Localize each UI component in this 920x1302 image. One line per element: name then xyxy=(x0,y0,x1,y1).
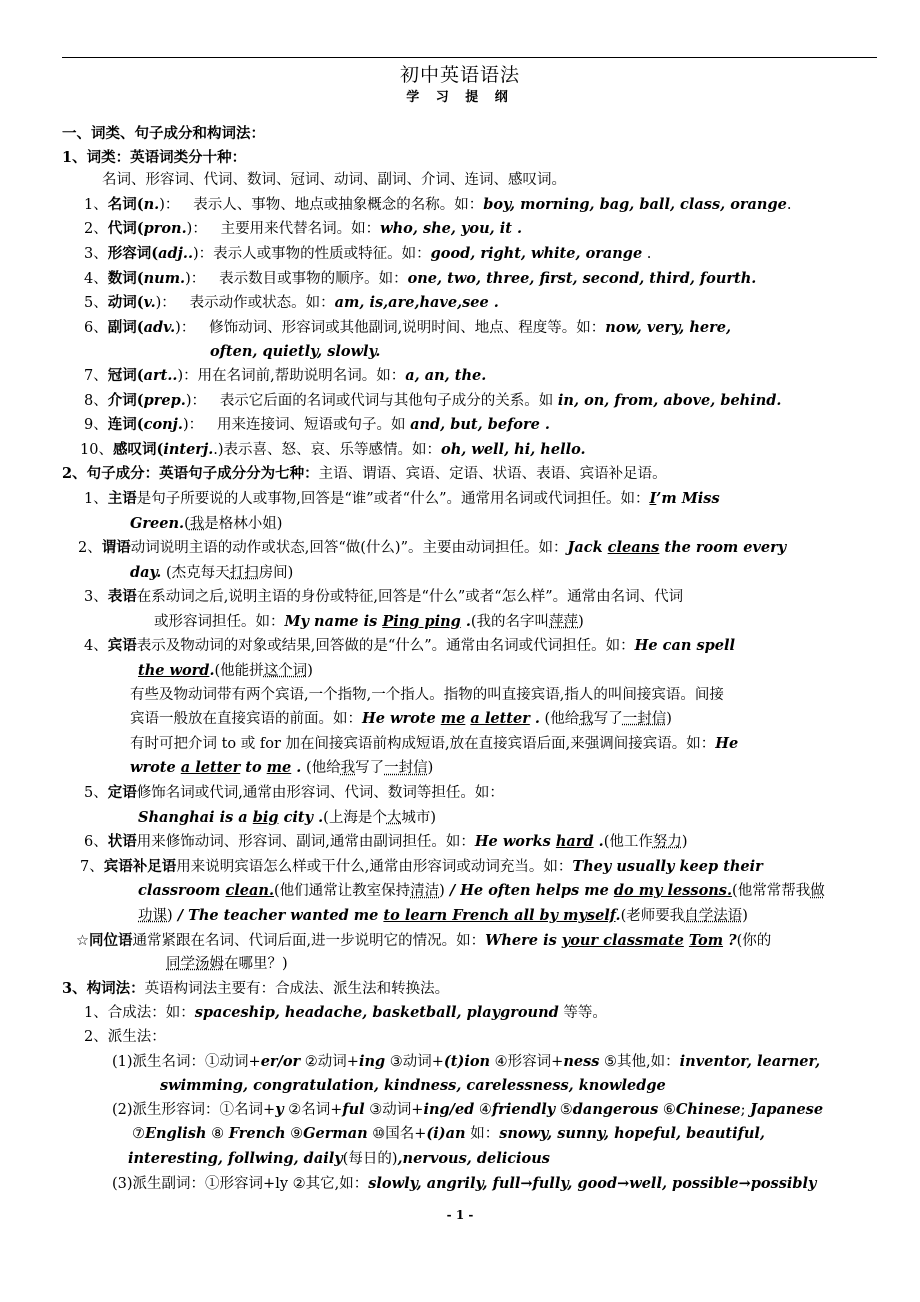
item-compound: 1、合成法：如：spaceship, headache, basketball, playground 等等。 xyxy=(84,1004,607,1022)
item-object-note-2: 宾语一般放在直接宾语的前面。如：He wrote me a letter . (他给我写了一封信) xyxy=(130,710,672,728)
word-class-list: 名词、形容词、代词、数词、冠词、动词、副词、介词、连词、感叹词。 xyxy=(102,172,566,189)
item-predicate-cont: day. (杰克每天打扫房间) xyxy=(130,563,294,581)
item-derived-adjectives-cont-1: ⑦English ⑧ French ⑨German ⑩国名+(i)an 如：snowy, sunny, hopeful, beautiful, xyxy=(132,1125,765,1143)
section-heading-3: 3、构词法：英语构词法主要有：合成法、派生法和转换法。 xyxy=(62,979,450,997)
item-appositive-cont: 同学汤姆在哪里？) xyxy=(166,956,288,973)
item-derived-adverbs: (3)派生副词：①形容词+ly ②其它,如：slowly, angrily, full→fully, good→well, possible→possibly xyxy=(112,1174,817,1192)
item-adjective: 3、形容词(adj..)：表示人或事物的性质或特征。如：good, right, white, orange . xyxy=(84,244,652,262)
item-article: 7、冠词(art..)：用在名词前,帮助说明名词。如：a, an, the. xyxy=(84,366,487,384)
item-derived-adjectives: (2)派生形容词：①名词+y ②名词+ful ③动词+ing/ed ④friendly ⑤dangerous ⑥Chinese; Japanese xyxy=(112,1100,824,1118)
item-pronoun: 2、代词(pron.)： 主要用来代替名词。如：who, she, you, it . xyxy=(84,220,523,238)
page-subtitle: 学 习 提 纲 xyxy=(406,90,514,105)
item-predicative: 3、表语在系动词之后,说明主语的身份或特征,回答是“什么”或者“怎么样”。通常由名词、代词 xyxy=(84,588,684,606)
item-noun: 1、名词(n.)： 表示人、事物、地点或抽象概念的名称。如：boy, morning, bag, ball, class, orange. xyxy=(84,195,792,213)
item-subject-cont: Green.(我是格林小姐) xyxy=(130,514,283,532)
page-title: 初中英语语法 xyxy=(399,64,520,86)
header-rule xyxy=(62,57,877,58)
item-derived-nouns: (1)派生名词：①动词+er/or ②动词+ing ③动词+(t)ion ④形容词+ness ⑤其他,如：inventor, learner, xyxy=(112,1052,821,1070)
document-body xyxy=(62,122,898,1196)
item-adverb: 6、副词(adv.)： 修饰动词、形容词或其他副词,说明时间、地点、程度等。如：now, very, here, xyxy=(84,318,731,336)
item-predicate: 2、谓语动词说明主语的动作或状态,回答“做(什么)”。主要由动词担任。如：Jack cleans the room every xyxy=(78,539,787,557)
item-numeral: 4、数词(num.)： 表示数目或事物的顺序。如：one, two, three, first, second, third, fourth. xyxy=(84,269,757,287)
item-object: 4、宾语表示及物动词的对象或结果,回答做的是“什么”。通常由名词或代词担任。如：He can spell xyxy=(84,637,736,655)
item-complement: 7、宾语补足语用来说明宾语怎么样或干什么,通常由形容词或动词充当。如：They usually keep their xyxy=(80,857,763,875)
item-attributive-cont: Shanghai is a big city .(上海是个大城市) xyxy=(138,808,436,826)
item-object-cont: the word.(他能拼这个词) xyxy=(138,662,313,680)
item-predicative-cont: 或形容词担任。如：My name is Ping ping .(我的名字叫萍萍) xyxy=(154,612,584,630)
item-appositive: ☆同位语通常紧跟在名词、代词后面,进一步说明它的情况。如：Where is your classmate Tom ?(你的 xyxy=(76,931,772,949)
item-interjection: 10、感叹词(interj..)表示喜、怒、哀、乐等感情。如：oh, well, hi, hello. xyxy=(80,440,586,458)
item-object-note-4: wrote a letter to me . (他给我写了一封信) xyxy=(130,759,434,777)
item-derivation: 2、派生法： xyxy=(84,1028,166,1045)
subheading-word-classes: 1、词类：英语词类分十种： xyxy=(62,148,247,166)
item-verb: 5、动词(v.)： 表示动作或状态。如：am, is,are,have,see . xyxy=(84,294,499,312)
item-complement-cont-1: classroom clean.(他们通常让教室保持清洁) / He often helps me do my lessons.(他常常帮我做 xyxy=(138,882,825,900)
item-subject: 1、主语是句子所要说的人或事物,回答是“谁”或者“什么”。通常用名词或代词担任。如：I’m Miss xyxy=(84,489,720,507)
page-number: - 1 - xyxy=(446,1208,474,1222)
item-derived-adjectives-cont-2: interesting, follwing, daily(每日的),nervous, delicious xyxy=(128,1149,550,1167)
item-conjunction: 9、连词(conj.)： 用来连接词、短语或句子。如 and, but, before . xyxy=(84,416,550,434)
item-object-note-3: 有时可把介词 to 或 for 加在间接宾语前构成短语,放在直接宾语后面,来强调间接宾语。如：He xyxy=(130,734,739,752)
item-derived-nouns-cont: swimming, congratulation, kindness, carelessness, knowledge xyxy=(160,1077,666,1095)
item-object-note-1: 有些及物动词带有两个宾语,一个指物,一个指人。指物的叫直接宾语,指人的叫间接宾语。间接 xyxy=(130,686,724,703)
section-heading-2: 2、句子成分：英语句子成分分为七种：主语、谓语、宾语、定语、状语、表语、宾语补足语。 xyxy=(62,465,667,483)
section-heading-1: 一、词类、句子成分和构词法： xyxy=(62,125,265,142)
item-complement-cont-2: 功课) / The teacher wanted me to learn French all by myself.(老师要我自学法语) xyxy=(138,907,748,924)
item-attributive: 5、定语修饰名词或代词,通常由形容词、代词、数词等担任。如： xyxy=(84,784,504,802)
item-adverb-cont: often, quietly, slowly. xyxy=(210,343,381,361)
item-preposition: 8、介词(prep.)： 表示它后面的名词或代词与其他句子成分的关系。如 in, on, from, above, behind. xyxy=(84,391,782,409)
item-adverbial: 6、状语用来修饰动词、形容词、副词,通常由副词担任。如：He works hard .(他工作努力) xyxy=(84,833,688,851)
